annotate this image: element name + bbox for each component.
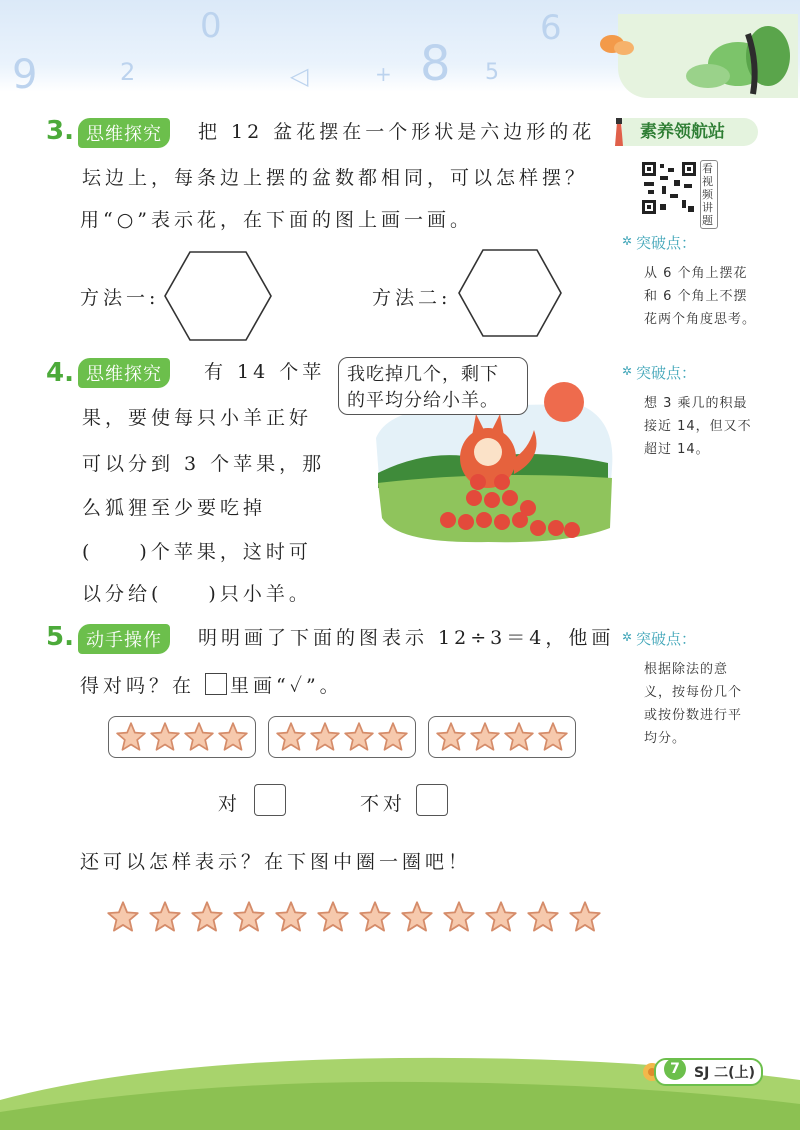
- star-icon: [183, 721, 215, 753]
- star-row[interactable]: [106, 900, 602, 934]
- deco-number-8-icon: 8: [420, 36, 451, 92]
- deco-triangle-icon: ◁: [290, 62, 309, 90]
- star-icon: [400, 900, 434, 934]
- star-group-1: [108, 716, 256, 758]
- question-5-line1: 明明画了下面的图表示 12÷3＝4，他画: [198, 627, 615, 649]
- wrong-label: 不对: [360, 793, 407, 815]
- lighthouse-icon: [612, 116, 626, 148]
- star-icon: [275, 721, 307, 753]
- leaf-decoration: [618, 14, 798, 98]
- star-icon: [537, 721, 569, 753]
- star-icon: [217, 721, 249, 753]
- speech-bubble-line1: 我吃掉几个，剩下: [347, 364, 499, 385]
- qr-label: 看视频讲题: [700, 160, 718, 229]
- question-4-line1: 有 14 个苹: [204, 361, 326, 383]
- star-icon: [503, 721, 535, 753]
- tip-marker-icon: ✲: [622, 364, 633, 378]
- question-4-tag: 思维探究: [78, 358, 170, 388]
- question-4-line4: 么狐狸至少要吃掉: [82, 497, 267, 519]
- star-icon: [115, 721, 147, 753]
- star-icon: [343, 721, 375, 753]
- question-5-number: 5.: [46, 622, 74, 652]
- question-3-line3: 用“○”表示花，在下面的图上画一画。: [80, 209, 474, 231]
- hexagon-method-2[interactable]: [456, 248, 564, 338]
- question-3-line2: 坛边上，每条边上摆的盆数都相同，可以怎样摆？: [82, 167, 589, 189]
- star-icon: [148, 900, 182, 934]
- method-2-label: 方法二:: [372, 287, 452, 309]
- question-5-line3: 还可以怎样表示？在下图中圈一圈吧！: [80, 851, 472, 873]
- wrong-checkbox[interactable]: [416, 784, 448, 816]
- tip-1-heading: 突破点：: [636, 234, 697, 252]
- hexagon-method-1[interactable]: [162, 250, 274, 342]
- sun-icon: [544, 382, 584, 422]
- star-icon: [377, 721, 409, 753]
- deco-number-2-icon: 2: [120, 58, 136, 86]
- method-1-label: 方法一:: [80, 287, 160, 309]
- deco-plus-icon: +: [375, 62, 392, 86]
- star-group-3: [428, 716, 576, 758]
- star-icon: [190, 900, 224, 934]
- question-3-line1: 把 12 盆花摆在一个形状是六边形的花: [198, 121, 596, 143]
- star-icon: [309, 721, 341, 753]
- tip-3-heading: 突破点：: [636, 630, 697, 648]
- question-4-line3: 可以分到 3 个苹果，那: [82, 453, 326, 475]
- question-4-number: 4.: [46, 358, 74, 388]
- star-icon: [568, 900, 602, 934]
- page-number: 7: [664, 1058, 686, 1080]
- star-icon: [106, 900, 140, 934]
- star-icon: [274, 900, 308, 934]
- tip-1-text: 从 6 个角上摆花 和 6 个角上不摆 花两个角度思考。: [644, 266, 757, 327]
- inline-checkbox-hint: [205, 673, 227, 695]
- deco-number-0-icon: 0: [200, 6, 222, 46]
- speech-bubble: [338, 357, 528, 415]
- star-icon: [149, 721, 181, 753]
- butterfly-icon: [598, 28, 638, 64]
- question-5-line2b: 里画“✓”。: [230, 675, 343, 697]
- star-icon: [469, 721, 501, 753]
- question-5-tag: 动手操作: [78, 624, 170, 654]
- question-3-tag: 思维探究: [78, 118, 170, 148]
- question-4-line5[interactable]: ( )个苹果，这时可: [82, 541, 312, 563]
- qr-code-icon[interactable]: [640, 160, 698, 216]
- tip-marker-icon: ✲: [622, 630, 633, 644]
- star-groups: [108, 716, 576, 758]
- question-3-number: 3.: [46, 116, 74, 146]
- deco-number-6-icon: 6: [540, 8, 562, 48]
- question-5-line2a: 得对吗？在: [80, 675, 196, 697]
- edition-label: SJ 二(上): [694, 1065, 755, 1081]
- deco-number-5-icon: 5: [485, 60, 499, 85]
- question-4-line2: 果，要使每只小羊正好: [82, 407, 313, 429]
- star-icon: [232, 900, 266, 934]
- page-badge: [654, 1058, 763, 1086]
- star-icon: [435, 721, 467, 753]
- star-icon: [358, 900, 392, 934]
- speech-bubble-line2: 的平均分给小羊。: [347, 390, 499, 411]
- star-icon: [526, 900, 560, 934]
- deco-number-9-icon: 9: [12, 52, 38, 98]
- tip-2-heading: 突破点：: [636, 364, 697, 382]
- question-4-line6[interactable]: 以分给( )只小羊。: [82, 583, 312, 605]
- tip-2-text: 想 3 乘几的积最 接近 14，但又不 超过 14。: [644, 396, 752, 457]
- leaf-icon: [618, 14, 798, 98]
- right-label: 对: [218, 793, 242, 815]
- star-icon: [442, 900, 476, 934]
- sidebar-title: 素养领航站: [622, 118, 758, 146]
- right-checkbox[interactable]: [254, 784, 286, 816]
- tip-marker-icon: ✲: [622, 234, 633, 248]
- star-icon: [316, 900, 350, 934]
- star-group-2: [268, 716, 416, 758]
- star-icon: [484, 900, 518, 934]
- tip-3-text: 根据除法的意 义，按每份几个 或按份数进行平 均分。: [644, 662, 743, 746]
